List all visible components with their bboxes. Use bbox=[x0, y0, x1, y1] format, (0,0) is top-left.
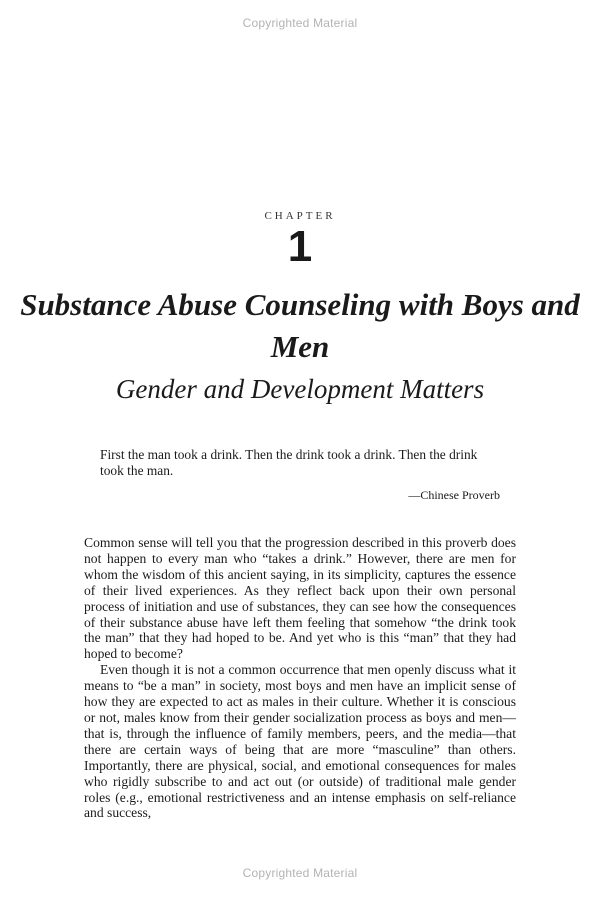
body-text bbox=[84, 535, 516, 821]
copyright-watermark-top: Copyrighted Material bbox=[242, 16, 358, 30]
chapter-subtitle: Gender and Development Matters bbox=[115, 374, 485, 404]
copyright-watermark-bottom: Copyrighted Material bbox=[242, 866, 358, 880]
chapter-label: CHAPTER bbox=[264, 210, 336, 222]
chapter-title: Substance Abuse Counseling with Boys and Men bbox=[20, 287, 580, 364]
epigraph-attribution: —Chinese Proverb bbox=[408, 488, 500, 502]
epigraph-quote: First the man took a drink. Then the drink took a drink. Then the drink took the man. bbox=[100, 447, 478, 478]
chapter-number: 1 bbox=[287, 222, 313, 271]
body-paragraph-2: Even though it is not a common occurrence that men openly discuss what it means to “be a man” in society, most boys and men have an implicit sense of how they are expected to act as males in their culture. Whether it is conscious or not, males know from their gender socialization process as boys and men—that is, through the influence of family members, peers, and the media—that there are certain ways of being that are more “masculine” than others. Importantly, there are physical, social, and emotional consequences for males who rigidly subscribe to and act out (or outside) of traditional male gender roles (e.g., emotional restrictiveness and an intense emphasis on self-reliance and success, bbox=[84, 662, 516, 821]
body-paragraph-1: Common sense will tell you that the progression described in this proverb does not happen to every man who “takes a drink.” However, there are men for whom the wisdom of this ancient saying, in its simplicity, captures the essence of their lived experiences. As they reflect back upon their own personal process of initiation and use of substances, they can see how the consequences of their substance abuse have left them feeling that somehow “the drink took the man” that they had hoped to be. And yet who is this “man” that they had hoped to become? bbox=[84, 535, 516, 662]
